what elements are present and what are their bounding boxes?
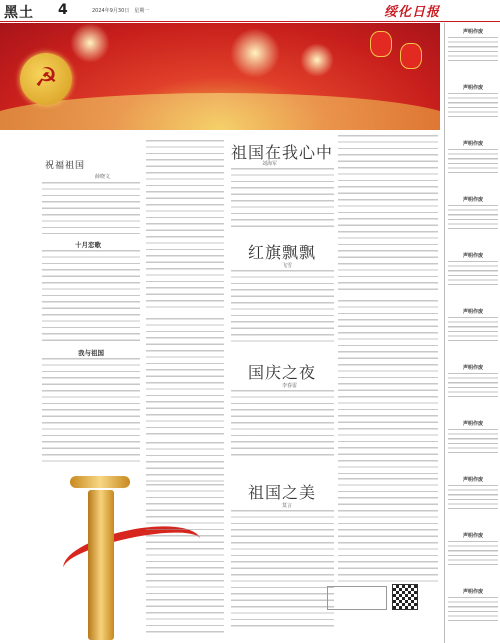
notice-heading: 声明作废 (462, 197, 483, 203)
article-text (338, 300, 438, 360)
poem-author: 莫言 (282, 503, 293, 509)
notice-heading: 声明作废 (462, 421, 483, 427)
firework-sparkle (300, 43, 334, 77)
notice-heading: 声明作废 (462, 253, 483, 259)
article-text (231, 390, 334, 460)
notice-heading: 声明作废 (462, 85, 483, 91)
notice-item (448, 84, 498, 119)
article-text (338, 364, 438, 474)
poem-title: 祝福祖国 (45, 161, 86, 171)
newspaper-logo: 绥化日报 (384, 5, 441, 20)
firework-sparkle (230, 28, 280, 78)
pillar-cap (70, 476, 130, 488)
article-text (146, 484, 224, 634)
article-text (231, 270, 334, 346)
article-text (42, 250, 140, 346)
poem-title: 国庆之夜 (248, 363, 317, 382)
huabiao-pillar-image (62, 470, 142, 643)
poem-author: 薛晓文 (95, 174, 111, 180)
notice-item (448, 532, 498, 567)
pillar-shaft (88, 490, 114, 640)
golden-wave (0, 93, 440, 130)
notice-heading: 声明作废 (462, 477, 483, 483)
notice-item (448, 364, 498, 399)
section-subhead: 十月恋歌 (75, 241, 101, 249)
firework-sparkle (70, 23, 110, 63)
notice-item (448, 140, 498, 175)
poem-title: 红旗飘飘 (248, 243, 317, 262)
article-text (146, 140, 224, 310)
notice-item (448, 28, 498, 63)
notice-item (448, 588, 498, 623)
poem-title: 祖国之美 (248, 483, 317, 502)
notice-heading: 声明作废 (462, 589, 483, 595)
notice-item (448, 252, 498, 287)
notice-heading: 声明作废 (462, 141, 483, 147)
article-text (42, 358, 140, 466)
article-text (338, 135, 438, 295)
article-text (42, 182, 140, 234)
notice-heading: 声明作废 (462, 533, 483, 539)
article-text (146, 442, 224, 482)
poem-title: 祖国在我心中 (231, 143, 334, 162)
article-text (231, 168, 334, 230)
page-number: 4 (58, 2, 68, 18)
notice-heading: 声明作废 (462, 365, 483, 371)
page-header (0, 0, 500, 22)
notice-item (448, 308, 498, 343)
section-name: 黑土 (4, 5, 34, 21)
festive-banner (0, 23, 440, 130)
lantern-icon (370, 31, 392, 57)
party-emblem-icon: ☭ (20, 53, 72, 105)
scan-notice-box (327, 586, 387, 610)
article-text (231, 510, 334, 630)
article-text (146, 318, 224, 438)
qr-code-icon (392, 584, 418, 610)
date-line: 2024年9月30日 星期一 (92, 8, 150, 14)
section-subhead: 我与祖国 (78, 349, 104, 357)
notice-item (448, 420, 498, 455)
poem-author: 飞雪 (282, 263, 293, 269)
header-rule (0, 21, 500, 22)
poem-author: 刘海军 (262, 161, 278, 167)
notice-heading: 声明作废 (462, 29, 483, 35)
notice-heading: 声明作废 (462, 309, 483, 315)
lantern-icon (400, 43, 422, 69)
notice-item (448, 476, 498, 511)
article-text (338, 478, 438, 582)
poem-author: 李春雷 (282, 383, 298, 389)
notice-item (448, 196, 498, 231)
